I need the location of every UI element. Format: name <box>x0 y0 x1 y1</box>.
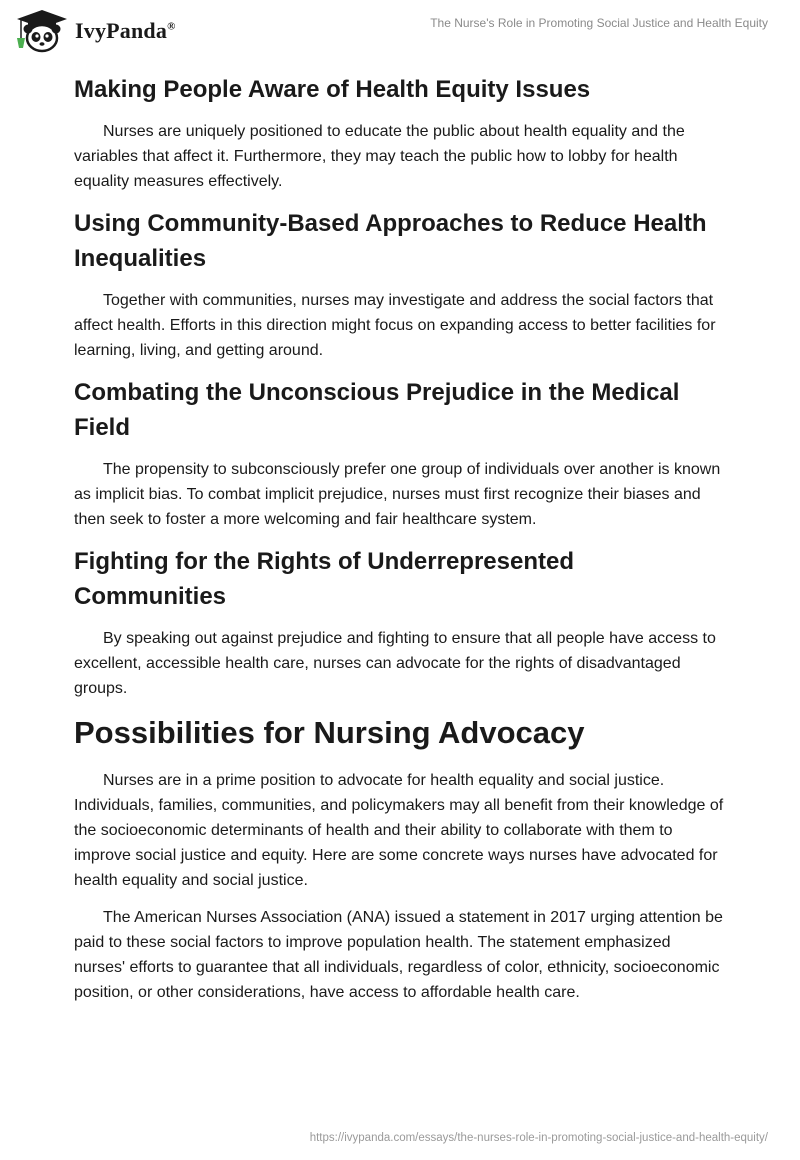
section-heading: Using Community-Based Approaches to Reduce Health Inequalities <box>74 210 707 272</box>
registered-mark: ® <box>167 20 176 33</box>
running-title: The Nurse's Role in Promoting Social Justice and Health Equity <box>430 16 768 30</box>
section-heading: Fighting for the Rights of Underrepresented Communities <box>74 548 575 610</box>
ivypanda-logo[interactable] <box>15 8 176 54</box>
section-paragraph: Nurses are uniquely positioned to educate the public about health equality and the variables that affect it. Furthermore, they may teach the public how to lobby for health equality measures effectively. <box>74 123 685 190</box>
essay-content <box>74 72 726 1017</box>
main-paragraph: The American Nurses Association (ANA) issued a statement in 2017 urging attention be paid to these social factors to improve population health. The statement emphasized nurses' efforts to guarantee that all individuals, regardless of color, ethnicity, socioeconomic position, or other considerations, have access to affordable health care. <box>74 909 723 1001</box>
page-header <box>0 0 800 62</box>
source-url-link[interactable]: https://ivypanda.com/essays/the-nurses-role-in-promoting-social-justice-and-health-equity/ <box>309 1132 768 1144</box>
section-paragraph: The propensity to subconsciously prefer one group of individuals over another is known as implicit bias. To combat implicit prejudice, nurses must first recognize their biases and then seek to foster a more welcoming and fair healthcare system. <box>74 461 721 528</box>
panda-graduate-icon <box>15 8 69 54</box>
brand-name: IvyPanda® <box>75 18 176 43</box>
main-heading: Possibilities for Nursing Advocacy <box>74 715 585 750</box>
section-heading: Combating the Unconscious Prejudice in the Medical Field <box>74 379 680 441</box>
main-paragraph: Nurses are in a prime position to advocate for health equality and social justice. Individuals, families, communities, and policymakers may all benefit from their knowledge of the socioeconomic determinants of health and their ability to collaborate with them to improve social justice and equity. Here are some concrete ways nurses have advocated for health equality and social justice. <box>74 772 724 889</box>
section-paragraph: Together with communities, nurses may investigate and address the social factors that affect health. Efforts in this direction might focus on expanding access to better facilities for learning, living, and getting around. <box>74 292 716 359</box>
section-paragraph: By speaking out against prejudice and fighting to ensure that all people have access to excellent, accessible health care, nurses can advocate for the rights of disadvantaged groups. <box>74 630 716 697</box>
section-heading: Making People Aware of Health Equity Issues <box>74 76 591 103</box>
